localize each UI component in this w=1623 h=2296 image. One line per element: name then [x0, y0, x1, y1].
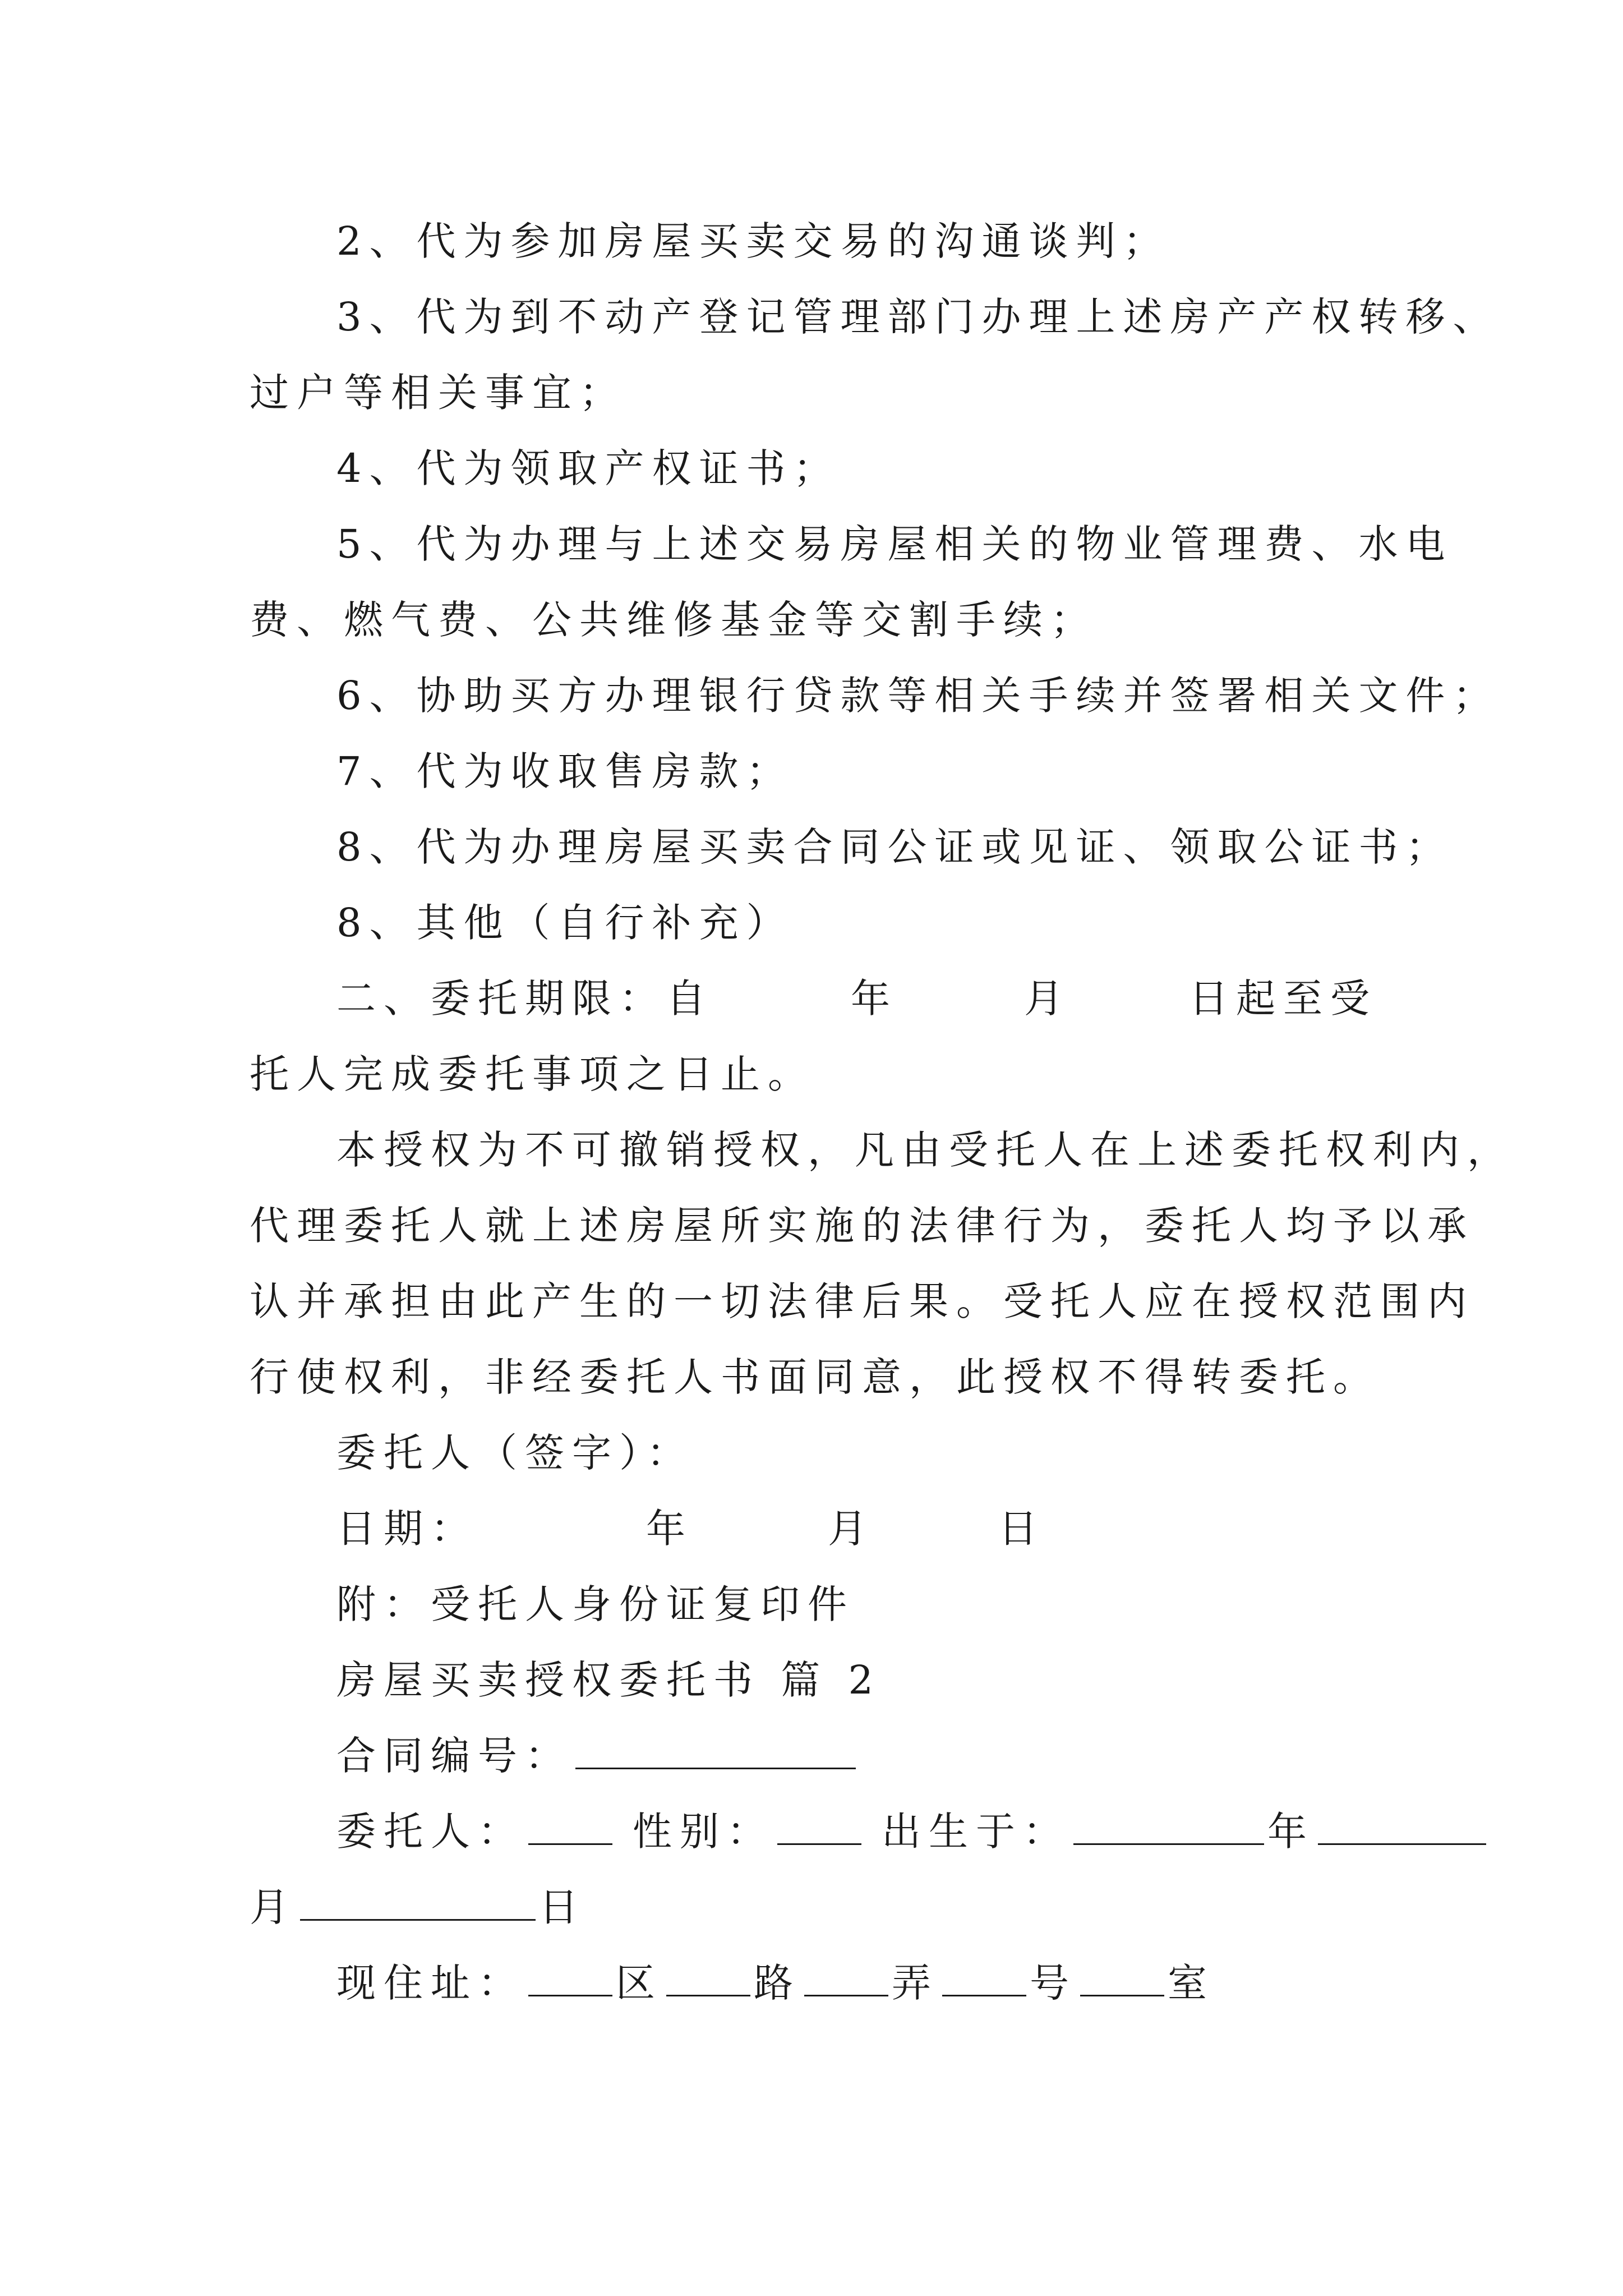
date-day: 日 — [998, 1506, 1045, 1552]
birth-year-field[interactable] — [1073, 1812, 1264, 1845]
date-month: 月 — [828, 1506, 875, 1552]
room-field[interactable] — [1080, 1963, 1164, 1996]
item-8: 8、代为办理房屋买卖合同公证或见证、领取公证书； — [336, 824, 1453, 870]
item-6: 6、协助买方办理银行贷款等相关手续并签署相关文件； — [336, 673, 1500, 719]
address-room: 室 — [1168, 1960, 1215, 2006]
auth-line1: 本授权为不可撤销授权，凡由受托人在上述委托权利内， — [336, 1127, 1514, 1173]
item-2: 2、代为参加房屋买卖交易的沟通谈判； — [336, 218, 1170, 264]
auth-line2: 代理委托人就上述房屋所实施的法律行为，委托人均予以承 — [250, 1203, 1474, 1249]
born-year: 年 — [1267, 1809, 1315, 1855]
number-field[interactable] — [942, 1963, 1026, 1996]
address-label: 现住址： — [336, 1960, 525, 2006]
address-road: 路 — [754, 1960, 801, 2006]
contract-no-label: 合同编号： — [336, 1733, 572, 1779]
section2-title: 房屋买卖授权委托书 篇 2 — [336, 1657, 882, 1703]
principal-name-field[interactable] — [528, 1812, 612, 1845]
signer-label: 委托人（签字）： — [336, 1430, 694, 1476]
gender-label: 性别： — [633, 1809, 774, 1855]
birth-month-field[interactable] — [1318, 1812, 1486, 1845]
born-label: 出生于： — [882, 1809, 1070, 1855]
item-4: 4、代为领取产权证书； — [336, 445, 841, 491]
district-field[interactable] — [528, 1963, 612, 1996]
item-8-other: 8、其他（自行补充） — [336, 900, 794, 946]
principal-line1 — [336, 1809, 1490, 1855]
address-line — [336, 1960, 1215, 2006]
term-month: 月 — [1024, 976, 1071, 1022]
gender-field[interactable] — [777, 1812, 861, 1845]
date-label: 日期： — [336, 1506, 478, 1552]
term-day-from: 日起至受 — [1189, 976, 1377, 1022]
auth-line4: 行使权利，非经委托人书面同意，此授权不得转委托。 — [250, 1354, 1380, 1400]
date-line — [336, 1506, 1045, 1552]
principal-label: 委托人： — [336, 1809, 525, 1855]
term-year: 年 — [851, 976, 898, 1022]
contract-no-line — [336, 1733, 859, 1779]
address-lane: 弄 — [892, 1960, 939, 2006]
term-line1 — [336, 976, 1377, 1022]
item-3-line2: 过户等相关事宜； — [250, 370, 626, 416]
lane-field[interactable] — [804, 1963, 888, 1996]
contract-no-field[interactable] — [575, 1736, 856, 1769]
address-district: 区 — [616, 1960, 663, 2006]
term-line2: 托人完成委托事项之日止。 — [250, 1051, 815, 1097]
auth-line3: 认并承担由此产生的一切法律后果。受托人应在授权范围内 — [250, 1278, 1474, 1324]
date-year: 年 — [646, 1506, 693, 1552]
born-month: 月 — [250, 1884, 297, 1930]
principal-line2 — [250, 1884, 586, 1930]
item-7: 7、代为收取售房款； — [336, 748, 794, 794]
item-5-line2: 费、燃气费、公共维修基金等交割手续； — [250, 597, 1098, 643]
attachment: 附：受托人身份证复印件 — [336, 1581, 855, 1627]
item-5-line1: 5、代为办理与上述交易房屋相关的物业管理费、水电 — [336, 521, 1453, 567]
item-3-line1: 3、代为到不动产登记管理部门办理上述房产产权转移、 — [336, 294, 1500, 340]
road-field[interactable] — [666, 1963, 750, 1996]
term-label: 二、委托期限：自 — [336, 976, 713, 1022]
birth-day-field[interactable] — [300, 1888, 536, 1921]
born-day: 日 — [539, 1884, 586, 1930]
address-number: 号 — [1030, 1960, 1077, 2006]
